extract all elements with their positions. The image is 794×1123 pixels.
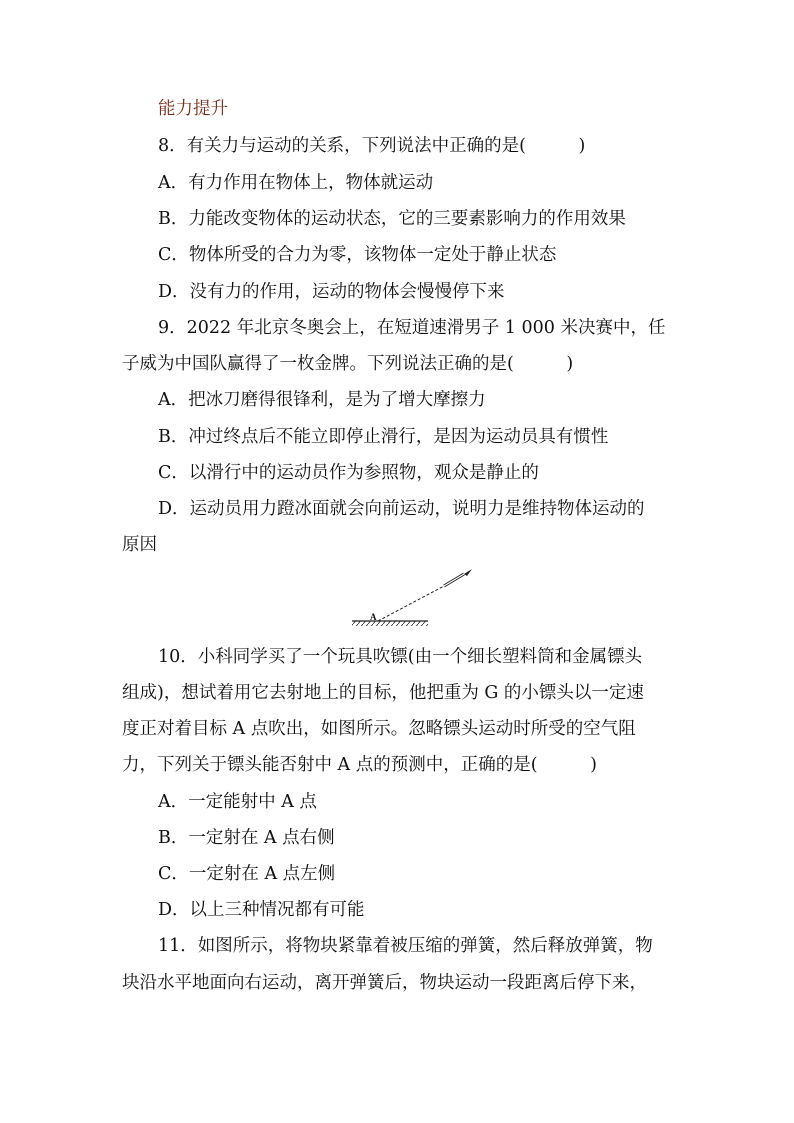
ground-hatch bbox=[352, 621, 428, 626]
question-10-option-d: D．以上三种情况都有可能 bbox=[158, 900, 365, 920]
aim-line bbox=[378, 586, 444, 621]
question-10-option-a: A．一定能射中 A 点 bbox=[158, 792, 317, 812]
question-8-option-d: D．没有力的作用，运动的物体会慢慢停下来 bbox=[158, 282, 505, 302]
question-8-option-b: B．力能改变物体的运动状态，它的三要素影响力的作用效果 bbox=[158, 209, 626, 229]
question-10-stem-line1: 10．小科同学买了一个玩具吹镖(由一个细长塑料筒和金属镖头 bbox=[158, 647, 643, 667]
question-10-stem-line3: 度正对着目标 A 点吹出，如图所示。忽略镖头运动时所受的空气阻 bbox=[122, 719, 636, 739]
question-8-option-c: C．物体所受的合力为零，该物体一定处于静止状态 bbox=[158, 245, 557, 265]
point-a-label: A bbox=[370, 612, 377, 622]
question-9-option-b: B．冲过终点后不能立即停止滑行，是因为运动员具有惯性 bbox=[158, 427, 609, 447]
question-9-stem-line1: 9．2022 年北京冬奥会上，在短道速滑男子 1 000 米决赛中，任 bbox=[158, 318, 666, 338]
question-11-stem-line1: 11．如图所示，将物块紧靠着被压缩的弹簧，然后释放弹簧，物 bbox=[158, 936, 653, 956]
dart-icon bbox=[444, 569, 472, 586]
section-heading: 能力提升 bbox=[158, 99, 228, 119]
question-9-option-d-line1: D．运动员用力蹬冰面就会向前运动，说明力是维持物体运动的 bbox=[158, 499, 645, 519]
question-9-stem-line2: 子威为中国队赢得了一枚金牌。下列说法正确的是( ) bbox=[122, 354, 574, 374]
question-8-stem: 8．有关力与运动的关系，下列说法中正确的是( ) bbox=[158, 136, 586, 156]
question-9-option-c: C．以滑行中的运动员作为参照物，观众是静止的 bbox=[158, 463, 539, 483]
question-9-option-a: A．把冰刀磨得很锋利，是为了增大摩擦力 bbox=[158, 390, 486, 410]
question-10-option-c: C．一定射在 A 点左侧 bbox=[158, 864, 336, 884]
question-10-option-b: B．一定射在 A 点右侧 bbox=[158, 828, 335, 848]
question-9-option-d-line2: 原因 bbox=[122, 535, 157, 555]
question-8-option-a: A．有力作用在物体上，物体就运动 bbox=[158, 173, 434, 193]
question-10-stem-line2: 组成)，想试着用它去射地上的目标，他把重为 G 的小镖头以一定速 bbox=[122, 683, 644, 703]
dart-diagram bbox=[348, 564, 476, 628]
question-11-stem-line2: 块沿水平地面向右运动，离开弹簧后，物块运动一段距离后停下来， bbox=[122, 973, 647, 993]
question-10-stem-line4: 力，下列关于镖头能否射中 A 点的预测中，正确的是( ) bbox=[122, 755, 597, 775]
